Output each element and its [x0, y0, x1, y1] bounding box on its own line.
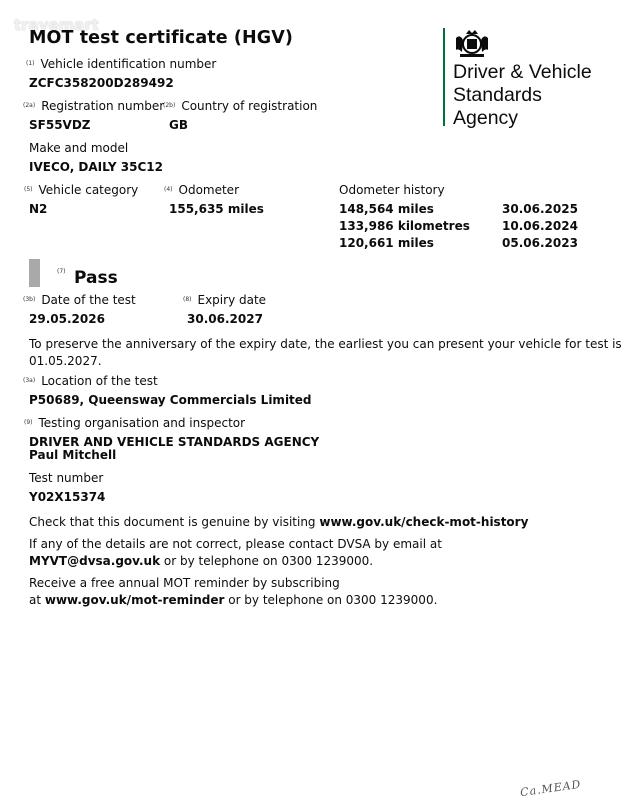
logo-line-3: Agency — [453, 107, 519, 129]
result-marker — [29, 259, 40, 287]
result-num: (7) — [57, 268, 66, 275]
odometer-history-label: Odometer history — [339, 183, 445, 197]
logo-wordmark — [453, 61, 592, 130]
category-label: $^{(5)}$ Vehicle category — [24, 183, 139, 197]
signature-mark: Ca.MEAD — [519, 777, 583, 800]
organisation-value: DRIVER AND VEHICLE STANDARDS AGENCY — [29, 435, 320, 449]
logo-line-2: Standards — [453, 84, 542, 106]
watermark: travemart — [14, 16, 99, 34]
test-number-label: Test number — [29, 471, 104, 485]
history-reading: 120,661 miles — [339, 236, 434, 250]
history-reading: 148,564 miles — [339, 202, 434, 216]
history-reading: 133,986 kilometres — [339, 219, 470, 233]
country-label: $^{(2b)}$ Country of registration — [163, 99, 318, 113]
reminder-notice: Receive a free annual MOT reminder by subscribing at www.gov.uk/mot-reminder or by telephone on 0300 1239000. — [29, 576, 438, 607]
history-date: 10.06.2024 — [502, 219, 578, 233]
expiry-date-label: $^{(8)}$ Expiry date — [183, 293, 267, 307]
category-value: N2 — [29, 202, 48, 216]
location-label: $^{(3a)}$ Location of the test — [23, 374, 158, 388]
mot-reminder-link[interactable]: www.gov.uk/mot-reminder — [44, 593, 225, 607]
vin-value: ZCFC358200D289492 — [29, 76, 174, 90]
inspector-name: Paul Mitchell — [29, 448, 117, 462]
logo-line-1: Driver & Vehicle — [453, 61, 592, 83]
page-title: MOT test certificate (HGV) — [29, 28, 293, 48]
crest-icon — [452, 28, 492, 58]
test-date-label: $^{(3b)}$ Date of the test — [23, 293, 136, 307]
test-date-value: 29.05.2026 — [29, 312, 105, 326]
contact-notice: If any of the details are not correct, please contact DVSA by email at MYVT@dvsa.gov.uk or by telephone on 0300 1239000. — [29, 537, 442, 568]
contact-email-link[interactable]: MYVT@dvsa.gov.uk — [29, 554, 161, 568]
test-number-value: Y02X15374 — [29, 490, 106, 504]
make-model-label: Make and model — [29, 141, 129, 155]
odometer-value: 155,635 miles — [169, 202, 264, 216]
odometer-label: $^{(4)}$ Odometer — [164, 183, 239, 197]
registration-value: SF55VDZ — [29, 118, 91, 132]
registration-label: $^{(2a)}$ Registration number — [23, 99, 165, 113]
location-value: P50689, Queensway Commercials Limited — [29, 393, 312, 407]
expiry-date-value: 30.06.2027 — [187, 312, 263, 326]
history-date: 05.06.2023 — [502, 236, 578, 250]
make-model-value: IVECO, DAILY 35C12 — [29, 160, 163, 174]
check-mot-history-link[interactable]: www.gov.uk/check-mot-history — [319, 515, 529, 529]
history-date: 30.06.2025 — [502, 202, 578, 216]
preserve-notice: To preserve the anniversary of the expiry date, the earliest you can present your vehicle for test is 01.05.2027. — [29, 337, 622, 368]
country-value: GB — [169, 118, 188, 132]
logo-rule — [443, 28, 445, 126]
vin-label: $^{(1)}$ Vehicle identification number — [26, 57, 217, 71]
result-value: Pass — [74, 268, 118, 288]
genuine-notice: Check that this document is genuine by visiting www.gov.uk/check-mot-history — [29, 515, 529, 529]
organisation-label: $^{(9)}$ Testing organisation and inspector — [24, 416, 246, 430]
